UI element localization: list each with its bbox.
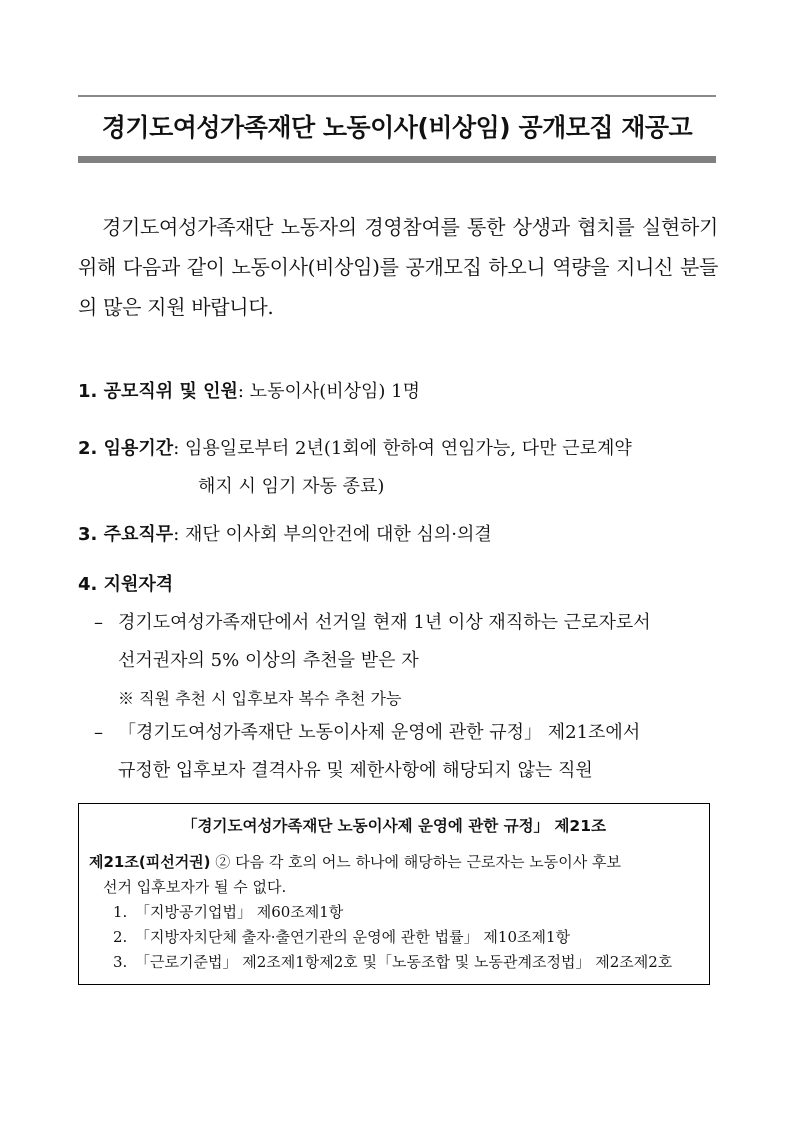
article-label: 제21조(피선거권): [89, 853, 211, 871]
item-qualification: [78, 566, 718, 604]
article-text-cont: 선거 입후보자가 될 수 없다.: [103, 878, 287, 896]
law-item: [89, 925, 699, 950]
item-duty-label: 3. 주요직무: [78, 524, 174, 545]
law-number: 3.: [113, 953, 128, 971]
intro-paragraph: 경기도여성가족재단 노동자의 경영참여를 통한 상생과 협치를 실현하기 위해 다음과 같이 노동이사(비상임)를 공개모집 하오니 역량을 지니신 분들의 많은 지원 바랍니다.: [78, 215, 718, 319]
dash-bullet: –: [94, 722, 103, 743]
qualification-line: 경기도여성가족재단에서 선거일 현재 1년 이상 재직하는 근로자로서: [118, 612, 651, 633]
title-top-rule: [78, 95, 716, 97]
law-item: [89, 950, 699, 975]
qualification-line-cont: 선거권자의 5% 이상의 추천을 받은 자: [118, 650, 419, 671]
item-position: [78, 373, 718, 411]
law-item: [89, 900, 699, 925]
article-heading: [89, 850, 699, 875]
item-position-label: 1. 공모직위 및 인원: [78, 381, 238, 402]
qualification-line: 「경기도여성가족재단 노동이사제 운영에 관한 규정」 제21조에서: [118, 722, 641, 743]
title-bottom-rule: [78, 156, 716, 163]
item-term-label: 2. 임용기간: [78, 438, 174, 459]
item-duty-value: : 재단 이사회 부의안건에 대한 심의·의결: [173, 524, 492, 545]
qualification-item: [94, 604, 718, 680]
law-number: 1.: [113, 903, 128, 921]
item-term-value: : 임용일로부터 2년(1회에 한하여 연임가능, 다만 근로계약: [173, 438, 632, 459]
law-text: 「근로기준법」 제2조제1항제2호 및「노동조합 및 노동관계조정법」 제2조제2호: [135, 953, 673, 971]
regulation-box-title: 「경기도여성가족재단 노동이사제 운영에 관한 규정」 제21조: [182, 817, 606, 835]
article-text: ② 다음 각 호의 어느 하나에 해당하는 근로자는 노동이사 후보: [210, 853, 621, 871]
title-block: [78, 95, 716, 163]
item-qualification-label: 4. 지원자격: [78, 574, 174, 595]
recommendation-note: ※ 직원 추천 시 입후보자 복수 추천 가능: [118, 689, 402, 708]
qualification-line-cont: 규정한 입후보자 결격사유 및 제한사항에 해당되지 않는 직원: [118, 760, 593, 781]
item-position-value: : 노동이사(비상임) 1명: [237, 381, 420, 402]
regulation-box: [78, 803, 710, 985]
qualification-item: [94, 714, 718, 790]
law-text: 「지방공기업법」 제60조제1항: [135, 903, 344, 921]
item-term-value-cont: 해지 시 임기 자동 종료): [198, 476, 385, 497]
item-duty: [78, 516, 718, 554]
item-term: [78, 430, 718, 506]
law-text: 「지방자치단체 출자·출연기관의 운영에 관한 법률」 제10조제1항: [135, 928, 571, 946]
law-number: 2.: [113, 928, 128, 946]
page-title: 경기도여성가족재단 노동이사(비상임) 공개모집 재공고: [101, 113, 693, 142]
dash-bullet: –: [94, 612, 103, 633]
